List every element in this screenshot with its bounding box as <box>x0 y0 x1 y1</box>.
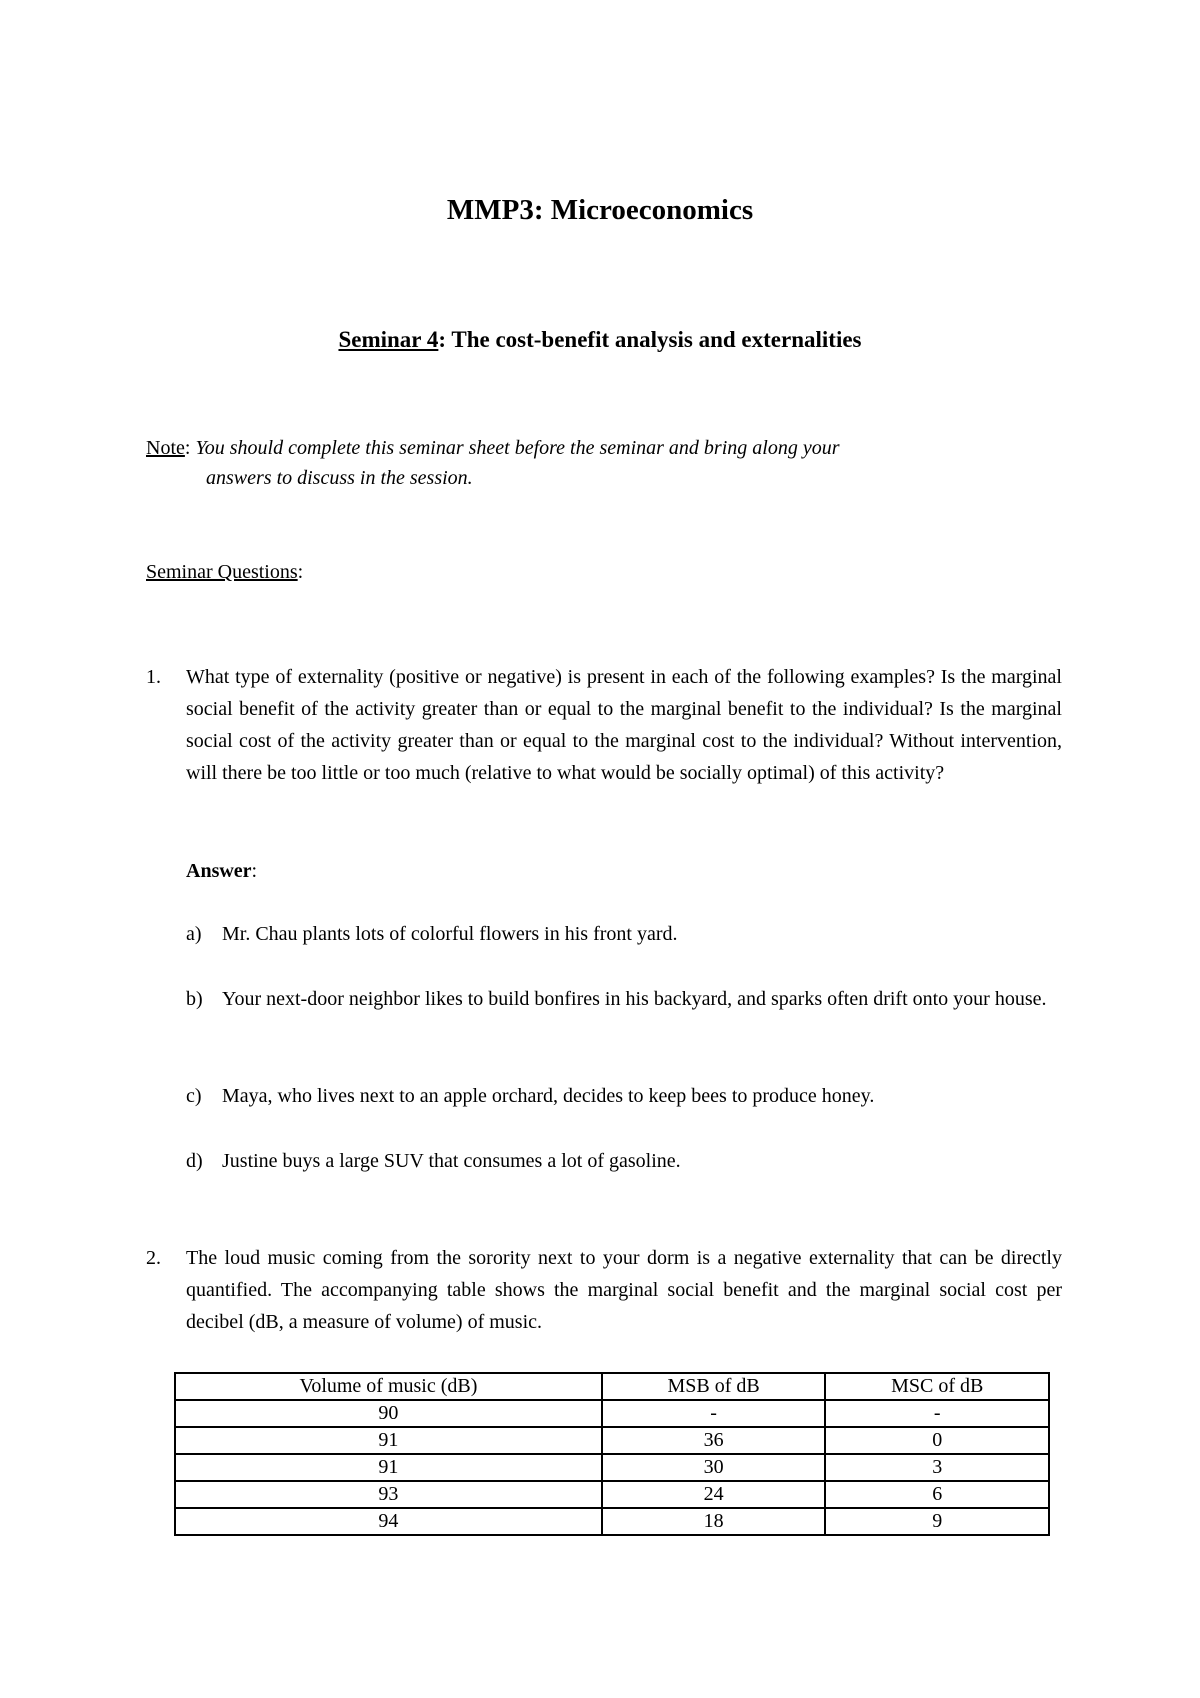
cell-volume: 91 <box>175 1427 602 1454</box>
sub-item-d <box>186 1145 1062 1177</box>
sub-item-a <box>186 918 1062 950</box>
sub-item-letter: d) <box>186 1150 203 1172</box>
sub-item-letter: a) <box>186 923 202 945</box>
seminar-questions-label: Seminar Questions <box>146 561 298 583</box>
question-2-number: 2. <box>146 1247 161 1269</box>
question-1 <box>146 661 1062 789</box>
cell-msc: 3 <box>825 1454 1049 1481</box>
cell-msb: 18 <box>602 1508 826 1535</box>
note-line-2: answers to discuss in the session. <box>206 467 473 489</box>
sub-item-text: Your next-door neighbor likes to build bonfires in his backyard, and sparks often drift onto your house. <box>222 988 1047 1010</box>
cell-msc: - <box>825 1400 1049 1427</box>
cell-msc: 9 <box>825 1508 1049 1535</box>
note-label: Note <box>146 437 185 459</box>
sub-item-b <box>186 983 1062 1015</box>
question-2-text: The loud music coming from the sorority next to your dorm is a negative externality that can be directly quantified. The accompanying table shows the marginal social benefit and the marginal social cost per decibel (dB, a measure of volume) of music. <box>186 1247 1062 1333</box>
sub-item-c <box>186 1080 1062 1112</box>
cell-msc: 0 <box>825 1427 1049 1454</box>
header-volume: Volume of music (dB) <box>175 1373 602 1400</box>
header-msc: MSC of dB <box>825 1373 1049 1400</box>
table-row <box>175 1400 1049 1427</box>
cell-msb: 30 <box>602 1454 826 1481</box>
sub-item-text: Justine buys a large SUV that consumes a lot of gasoline. <box>222 1150 681 1172</box>
sub-item-letter: b) <box>186 988 203 1010</box>
cell-msb: 36 <box>602 1427 826 1454</box>
cell-volume: 94 <box>175 1508 602 1535</box>
sub-item-letter: c) <box>186 1085 202 1107</box>
cell-msb: - <box>602 1400 826 1427</box>
seminar-heading <box>0 328 1200 351</box>
sub-item-text: Maya, who lives next to an apple orchard, decides to keep bees to produce honey. <box>222 1085 875 1107</box>
cell-volume: 90 <box>175 1400 602 1427</box>
note-colon: : <box>184 437 196 459</box>
header-msb: MSB of dB <box>602 1373 826 1400</box>
answer-label: Answer <box>186 860 252 882</box>
answer-heading <box>186 861 257 881</box>
page-title: MMP3: Microeconomics <box>446 194 754 226</box>
cell-msc: 6 <box>825 1481 1049 1508</box>
seminar-topic: : The cost-benefit analysis and externalities <box>438 327 862 352</box>
answer-colon: : <box>251 860 258 882</box>
question-1-number: 1. <box>146 666 161 688</box>
sub-item-text: Mr. Chau plants lots of colorful flowers in his front yard. <box>222 923 678 945</box>
table-row <box>175 1481 1049 1508</box>
note-line-1: You should complete this seminar sheet before the seminar and bring along your <box>195 437 840 459</box>
cell-volume: 91 <box>175 1454 602 1481</box>
cell-volume: 93 <box>175 1481 602 1508</box>
cell-msb: 24 <box>602 1481 826 1508</box>
seminar-questions-heading <box>146 562 303 582</box>
table-header-row <box>175 1373 1049 1400</box>
table-row <box>175 1508 1049 1535</box>
table-row <box>175 1454 1049 1481</box>
seminar-label: Seminar 4 <box>338 327 439 352</box>
seminar-questions-colon: : <box>297 561 304 583</box>
question-1-text: What type of externality (positive or negative) is present in each of the following examples? Is the marginal social benefit of the activity greater than or equal to the marginal benefit to the individual? Is the marginal social cost of the activity greater than or equal to the marginal cost to the individual? Without intervention, will there be too little or too much (relative to what would be socially optimal) of this activity? <box>186 666 1062 784</box>
table-row <box>175 1427 1049 1454</box>
msb-msc-table <box>174 1372 1050 1536</box>
note-block <box>146 433 1006 493</box>
question-2 <box>146 1242 1062 1338</box>
